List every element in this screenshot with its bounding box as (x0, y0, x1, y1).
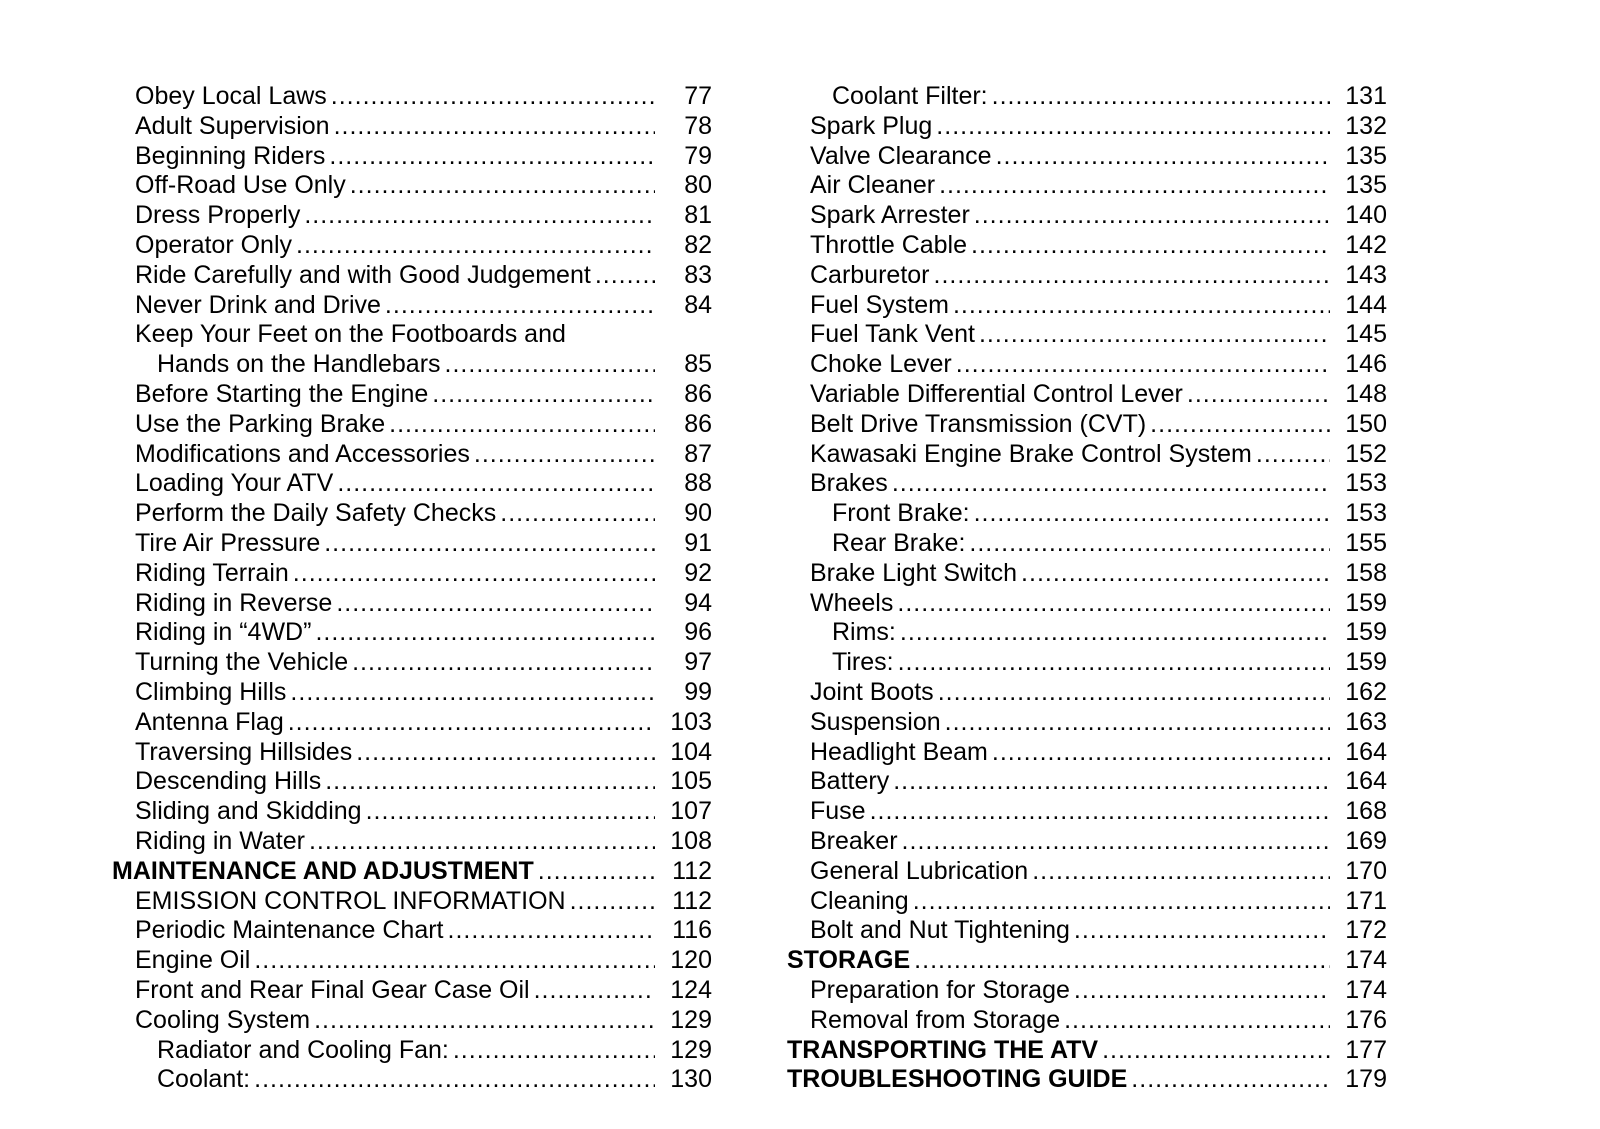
toc-entry-page-number: 131 (1345, 82, 1387, 110)
toc-entry-label: Headlight Beam (810, 737, 988, 766)
toc-entry-page-number: 153 (1345, 499, 1387, 528)
toc-entry-page-number: 150 (1345, 409, 1387, 438)
dot-leader (346, 171, 655, 201)
toc-entry-label: Cleaning (810, 886, 909, 915)
dot-leader (898, 827, 1330, 857)
toc-entry-label: Fuse (810, 797, 866, 826)
toc-entry-label: Valve Clearance (810, 141, 992, 170)
toc-entry-page-number: 159 (1345, 588, 1387, 617)
dot-leader (934, 678, 1330, 708)
dot-leader (327, 82, 655, 112)
toc-entry-page-number: 107 (670, 797, 712, 826)
toc-entry-label: TROUBLESHOOTING GUIDE (787, 1065, 1128, 1094)
toc-entry-page-number: 170 (1345, 856, 1387, 885)
dot-leader (449, 1036, 655, 1066)
dot-leader (988, 82, 1330, 112)
toc-entry-page-number: 105 (670, 767, 712, 796)
dot-leader (470, 440, 655, 470)
dot-leader (534, 857, 655, 887)
dot-leader (992, 142, 1330, 172)
toc-entry-page-number: 158 (1345, 558, 1387, 587)
toc-entry-page-number: 144 (1345, 290, 1387, 319)
toc-entry-label: Descending Hills (135, 767, 322, 796)
toc-entry-label: Tires: (832, 648, 894, 677)
toc-entry-page-number: 140 (1345, 201, 1387, 230)
toc-entry-page-number: 142 (1345, 230, 1387, 259)
toc-entry-label: Riding in Water (135, 826, 305, 855)
toc-entry-label: Hands on the Handlebars (157, 350, 441, 379)
toc-entry-label: Breaker (810, 826, 898, 855)
toc-entry-label: Suspension (810, 707, 941, 736)
toc-entry-label: Periodic Maintenance Chart (135, 916, 444, 945)
toc-entry-page-number: 159 (1345, 648, 1387, 677)
dot-leader (444, 916, 656, 946)
toc-entry-label: Rear Brake: (832, 528, 966, 557)
toc-entry-label: Brake Light Switch (810, 558, 1018, 587)
toc-entry-label: Climbing Hills (135, 677, 287, 706)
toc-entry-label: Rims: (832, 618, 896, 647)
dot-leader (970, 201, 1330, 231)
toc-entry-page-number: 112 (672, 886, 712, 915)
dot-leader (970, 499, 1330, 529)
toc-entry-label: Kawasaki Engine Brake Control System (810, 439, 1252, 468)
toc-entry-page-number: 124 (670, 975, 712, 1004)
toc-entry-page-number: 148 (1345, 379, 1387, 408)
dot-leader (935, 171, 1330, 201)
toc-entry-page-number: 97 (684, 648, 712, 677)
dot-leader (1127, 1065, 1330, 1095)
toc-entry-label: Belt Drive Transmission (CVT) (810, 409, 1147, 438)
toc-entry-label: Wheels (810, 588, 894, 617)
toc-entry-page-number: 143 (1345, 260, 1387, 289)
dot-leader (250, 946, 655, 976)
dot-leader (289, 559, 655, 589)
dot-leader (428, 380, 655, 410)
toc-entry-page-number: 168 (1345, 797, 1387, 826)
dot-leader (909, 887, 1330, 917)
toc-entry-label: Riding in Reverse (135, 588, 333, 617)
toc-entry-page-number: 94 (684, 588, 712, 617)
dot-leader (894, 648, 1330, 678)
dot-leader (1070, 976, 1330, 1006)
toc-entry-page-number: 82 (684, 230, 712, 259)
dot-leader (1098, 1036, 1330, 1066)
toc-entry-page-number: 92 (684, 558, 712, 587)
dot-leader (893, 589, 1330, 619)
dot-leader (591, 261, 655, 291)
toc-entry-page-number: 84 (684, 290, 712, 319)
dot-leader (889, 767, 1330, 797)
dot-leader (952, 350, 1330, 380)
toc-entry-label: Loading Your ATV (135, 469, 334, 498)
toc-entry-label: Air Cleaner (810, 171, 936, 200)
dot-leader (348, 648, 655, 678)
toc-entry-page-number: 79 (684, 141, 712, 170)
dot-leader (888, 469, 1330, 499)
dot-leader (975, 320, 1330, 350)
toc-entry-label: Fuel Tank Vent (810, 320, 975, 349)
toc-entry-page-number: 174 (1345, 975, 1387, 1004)
toc-entry-label: Front and Rear Final Gear Case Oil (135, 975, 530, 1004)
toc-entry-page-number: 104 (670, 737, 712, 766)
dot-leader (1146, 410, 1330, 440)
toc-entry-label: Bolt and Nut Tightening (810, 916, 1070, 945)
toc-entry-label: Brakes (810, 469, 888, 498)
toc-entry-page-number: 152 (1345, 439, 1387, 468)
toc-entry-page-number: 132 (1345, 111, 1387, 140)
toc-entry-page-number: 108 (670, 826, 712, 855)
toc-entry-label: Never Drink and Drive (135, 290, 381, 319)
toc-entry-label: MAINTENANCE AND ADJUSTMENT (112, 856, 534, 885)
dot-leader (896, 618, 1330, 648)
dot-leader (320, 529, 655, 559)
dot-leader (333, 469, 655, 499)
toc-entry-label: Carburetor (810, 260, 930, 289)
dot-leader (311, 618, 655, 648)
toc-entry-page-number: 159 (1345, 618, 1387, 647)
toc-entry-label: Cooling System (135, 1005, 311, 1034)
toc-entry-label: Operator Only (135, 230, 293, 259)
dot-leader (965, 529, 1330, 559)
toc-entry-label: Adult Supervision (135, 111, 330, 140)
toc-entry-label: Coolant Filter: (832, 82, 988, 110)
toc-entry-page-number: 96 (684, 618, 712, 647)
toc-entry-page-number: 145 (1345, 320, 1387, 349)
dot-leader (325, 142, 655, 172)
dot-leader (441, 350, 655, 380)
toc-entry-label: Obey Local Laws (135, 82, 327, 110)
toc-entry-page-number: 81 (684, 201, 712, 230)
dot-leader (250, 1065, 655, 1095)
dot-leader (949, 291, 1330, 321)
toc-entry-page-number: 99 (684, 677, 712, 706)
toc-entry-label: Throttle Cable (810, 230, 968, 259)
toc-entry-page-number: 88 (684, 469, 712, 498)
toc-entry-label: Traversing Hillsides (135, 737, 353, 766)
dot-leader (381, 291, 655, 321)
dot-leader (1252, 440, 1330, 470)
toc-entry-label: Variable Differential Control Lever (810, 379, 1183, 408)
toc-entry-label: Dress Properly (135, 201, 301, 230)
dot-leader (988, 738, 1330, 768)
dot-leader (292, 231, 655, 261)
dot-leader (566, 887, 655, 917)
toc-entry-label: Radiator and Cooling Fan: (157, 1035, 449, 1064)
toc-entry-page-number: 112 (672, 856, 712, 885)
dot-leader (967, 231, 1330, 261)
dot-leader (1028, 857, 1330, 887)
dot-leader (496, 499, 655, 529)
toc-entry-label: Antenna Flag (135, 707, 284, 736)
toc-entry-page-number: 135 (1345, 141, 1387, 170)
toc-entry-label: Keep Your Feet on the Footboards and (135, 320, 566, 349)
toc-entry-label: Spark Plug (810, 111, 933, 140)
toc-entry-page-number: 179 (1345, 1065, 1387, 1094)
toc-entry-label: Front Brake: (832, 499, 970, 528)
toc-entry-page-number: 164 (1345, 737, 1387, 766)
dot-leader (1060, 1006, 1330, 1036)
toc-entry-page-number: 86 (684, 409, 712, 438)
toc-entry-page-number: 172 (1345, 916, 1387, 945)
dot-leader (330, 112, 655, 142)
toc-entry-page-number: 169 (1345, 826, 1387, 855)
toc-entry-page-number: 85 (684, 350, 712, 379)
toc-entry-page-number: 77 (684, 82, 712, 110)
dot-leader (284, 708, 655, 738)
toc-entry-label: Engine Oil (135, 946, 251, 975)
toc-entry-page-number: 164 (1345, 767, 1387, 796)
dot-leader (941, 708, 1330, 738)
toc-entry-page-number: 116 (672, 916, 712, 945)
dot-leader (1070, 916, 1330, 946)
toc-entry-label: Spark Arrester (810, 201, 970, 230)
dot-leader (1017, 559, 1330, 589)
toc-entry-page-number: 163 (1345, 707, 1387, 736)
dot-leader (300, 201, 655, 231)
dot-leader (286, 678, 655, 708)
toc-entry-page-number: 135 (1345, 171, 1387, 200)
toc-entry-page-number: 129 (670, 1005, 712, 1034)
dot-leader (321, 767, 655, 797)
toc-entry-label: Modifications and Accessories (135, 439, 470, 468)
dot-leader (310, 1006, 655, 1036)
toc-entry-label: Use the Parking Brake (135, 409, 386, 438)
toc-entry-label: Coolant: (157, 1065, 251, 1094)
toc-entry-label: Battery (810, 767, 890, 796)
toc-entry-page-number: 129 (670, 1035, 712, 1064)
toc-entry-label: Before Starting the Engine (135, 379, 429, 408)
toc-entry-page-number: 86 (684, 379, 712, 408)
toc-entry-label: Preparation for Storage (810, 975, 1070, 1004)
toc-entry-page-number: 162 (1345, 677, 1387, 706)
dot-leader (930, 261, 1331, 291)
toc-entry-label: Removal from Storage (810, 1005, 1061, 1034)
toc-entry-page-number: 120 (670, 946, 712, 975)
toc-entry-page-number: 177 (1345, 1035, 1387, 1064)
toc-entry-label: Perform the Daily Safety Checks (135, 499, 497, 528)
dot-leader (1183, 380, 1330, 410)
toc-entry-page-number: 103 (670, 707, 712, 736)
toc-entry-page-number: 174 (1345, 946, 1387, 975)
toc-entry-page-number: 83 (684, 260, 712, 289)
dot-leader (385, 410, 655, 440)
dot-leader (352, 738, 655, 768)
toc-entry-page-number: 130 (670, 1065, 712, 1094)
dot-leader (530, 976, 655, 1006)
dot-leader (362, 797, 655, 827)
dot-leader (910, 946, 1330, 976)
toc-entry-page-number: 80 (684, 171, 712, 200)
toc-entry-page-number: 87 (684, 439, 712, 468)
toc-entry-page-number: 91 (684, 528, 712, 557)
toc-entry-label: General Lubrication (810, 856, 1029, 885)
toc-entry-label: Tire Air Pressure (135, 528, 321, 557)
toc-entry-page-number: 90 (684, 499, 712, 528)
toc-entry-page-number: 146 (1345, 350, 1387, 379)
toc-entry-label: Off-Road Use Only (135, 171, 346, 200)
toc-entry-label: TRANSPORTING THE ATV (787, 1035, 1099, 1064)
dot-leader (305, 827, 655, 857)
dot-leader (932, 112, 1330, 142)
toc-entry-page-number: 176 (1345, 1005, 1387, 1034)
dot-leader (866, 797, 1330, 827)
toc-entry-label: Joint Boots (810, 677, 934, 706)
toc-entry-label: STORAGE (787, 946, 911, 975)
toc-entry-label: Ride Carefully and with Good Judgement (135, 260, 591, 289)
toc-entry-label: Sliding and Skidding (135, 797, 362, 826)
toc-entry-label: Riding Terrain (135, 558, 289, 587)
toc-entry-label: Turning the Vehicle (135, 648, 349, 677)
toc-entry-label: Riding in “4WD” (135, 618, 312, 647)
dot-leader (332, 589, 655, 619)
toc-entry-label: Fuel System (810, 290, 949, 319)
toc-entry-label: Choke Lever (810, 350, 952, 379)
toc-entry-page-number: 155 (1345, 528, 1387, 557)
toc-entry-label: EMISSION CONTROL INFORMATION (135, 886, 566, 915)
toc-entry-page-number: 153 (1345, 469, 1387, 498)
toc-entry-page-number: 171 (1345, 886, 1387, 915)
toc-entry-page-number: 78 (684, 111, 712, 140)
toc-entry-label: Beginning Riders (135, 141, 326, 170)
